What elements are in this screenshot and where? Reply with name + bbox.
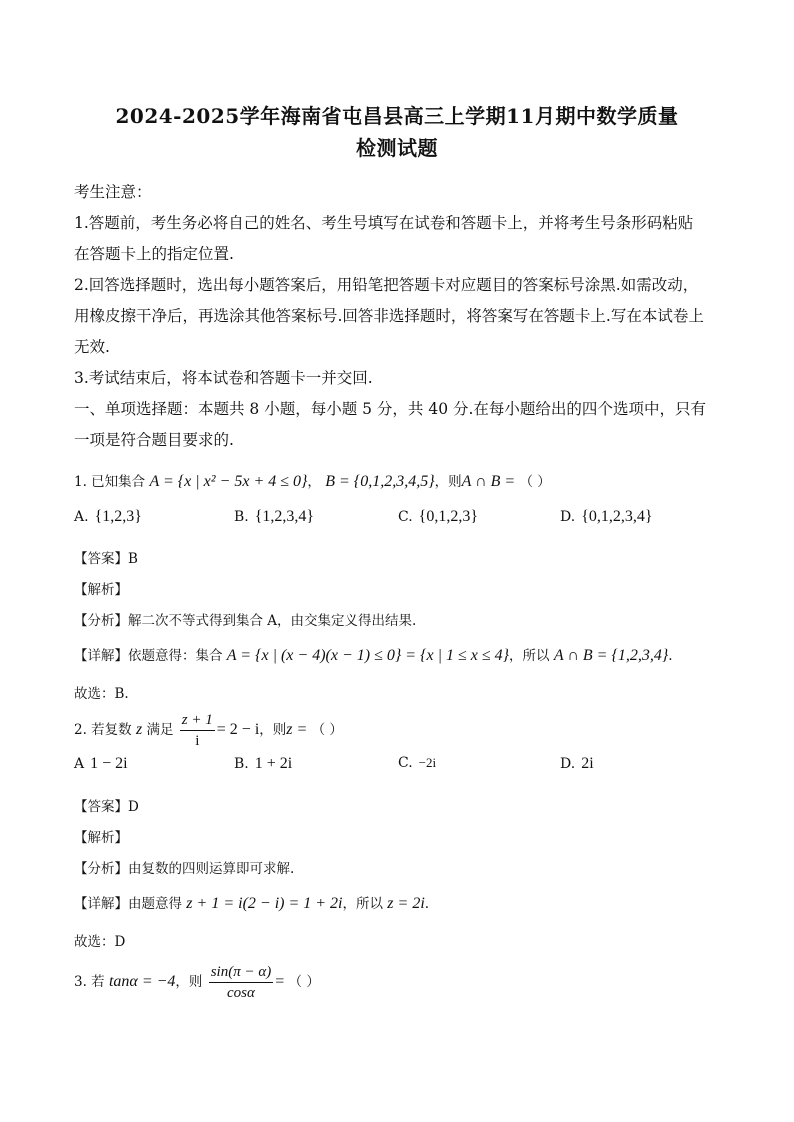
q2-choose: 故选：D xyxy=(74,934,126,950)
q2-fraction-denominator: i xyxy=(195,733,200,749)
q1-detail-math1: A = {x | (x − 4)(x − 1) ≤ 0} = {x | 1 ≤ x ≤ 4} xyxy=(226,647,510,664)
q1-option-b-value: {1,2,3,4} xyxy=(254,508,315,525)
q3-then: ，则 xyxy=(175,974,203,990)
q2-option-a xyxy=(74,755,128,773)
q2-detail xyxy=(74,892,429,913)
q1-jiexi: 【解析】 xyxy=(74,582,128,598)
q3-condition: tanα = −4 xyxy=(108,973,176,990)
exam-title-line1: 2024-2025学年海南省屯昌县高三上学期11月期中数学质量 xyxy=(115,104,679,128)
q2-then: ，则 xyxy=(259,722,287,738)
q3-blank: （ ） xyxy=(288,974,320,990)
q2-option-d-value: 2i xyxy=(581,755,594,772)
q3-prefix: 3. 若 xyxy=(74,974,105,990)
q2-option-c xyxy=(398,755,436,771)
q1-option-b-label: B. xyxy=(234,509,249,525)
q2-detail-mid: ，所以 xyxy=(342,896,383,912)
q1-separator: ， xyxy=(307,474,321,490)
notice-item2-line1: 2.回答选择题时，选出每小题答案后，用铅笔把答题卡对应题目的答案标号涂黑.如需改动， xyxy=(74,276,699,294)
q2-jiexi: 【解析】 xyxy=(74,830,128,846)
q2-option-c-label: C. xyxy=(398,755,413,771)
q1-prefix: 1. 已知集合 xyxy=(74,474,146,490)
q2-answer: 【答案】D xyxy=(74,799,139,815)
q1-option-c xyxy=(398,508,478,526)
q1-option-c-label: C. xyxy=(398,509,413,525)
q2-blank: （ ） xyxy=(311,722,343,738)
q1-choose: 故选：B. xyxy=(74,686,129,702)
q1-then: ，则 xyxy=(434,474,462,490)
q2-option-b-label: B. xyxy=(234,756,249,772)
q1-detail-mid: ，所以 xyxy=(509,648,550,664)
q2-analysis: 【分析】由复数的四则运算即可求解. xyxy=(74,861,295,877)
q2-ask: z = xyxy=(286,721,308,738)
q2-detail-math2: z = 2i xyxy=(387,895,425,912)
q2-satisfy: 满足 xyxy=(146,722,174,738)
q1-ask: A ∩ B = xyxy=(461,473,516,490)
section1-instruction-line1: 一、单项选择题：本题共 8 小题，每小题 5 分，共 40 分.在每小题给出的四个选项中，只有 xyxy=(74,400,706,418)
q3-fraction xyxy=(209,962,274,1003)
q2-detail-end: . xyxy=(424,896,430,912)
q1-option-c-value: {0,1,2,3} xyxy=(418,508,479,525)
q2-option-b-value: 1 + 2i xyxy=(254,755,293,772)
q2-option-d xyxy=(560,755,594,773)
notice-item2-line2: 用橡皮擦干净后，再选涂其他答案标号.回答非选择题时，将答案写在答题卡上.写在本试卷上 xyxy=(74,307,704,325)
exam-title-line2: 检测试题 xyxy=(356,136,438,160)
q3-equals: = xyxy=(275,973,285,990)
q2-prefix: 2. 若复数 xyxy=(74,722,132,738)
q2-option-a-value: 1 − 2i xyxy=(90,755,128,772)
q2-option-c-value: −2i xyxy=(418,755,437,770)
q2-option-a-label: A xyxy=(74,756,85,772)
q1-option-d xyxy=(560,508,653,526)
q1-detail-math2: A ∩ B = {1,2,3,4} xyxy=(553,647,669,664)
q1-detail-end: . xyxy=(668,648,673,664)
q2-option-b xyxy=(234,755,292,773)
q2-rhs: = 2 − i xyxy=(216,721,260,738)
q3-fraction-numerator: sin(π − α) xyxy=(209,962,274,983)
notice-item1-line2: 在答题卡上的指定位置. xyxy=(74,245,234,263)
q2-detail-math1: z + 1 = i(2 − i) = 1 + 2i xyxy=(186,895,343,912)
q1-stem xyxy=(74,470,551,491)
q1-set-a: A = {x | x² − 5x + 4 ≤ 0} xyxy=(149,473,308,490)
q1-detail xyxy=(74,644,673,665)
q1-option-d-label: D. xyxy=(560,509,576,525)
q2-detail-prefix: 【详解】由题意得 xyxy=(74,896,182,912)
q1-answer: 【答案】B xyxy=(74,551,138,567)
notice-item3: 3.考试结束后，将本试卷和答题卡一并交回. xyxy=(74,369,373,387)
q2-variable: z xyxy=(135,721,143,738)
q1-detail-prefix: 【详解】依题意得：集合 xyxy=(74,648,223,664)
notice-item1-line1: 1.答题前，考生务必将自己的姓名、考生号填写在试卷和答题卡上，并将考生号条形码粘贴 xyxy=(74,214,694,232)
q1-option-b xyxy=(234,508,314,526)
q2-option-d-label: D. xyxy=(560,756,576,772)
q1-set-b: B = {0,1,2,3,4,5} xyxy=(325,473,435,490)
q1-analysis: 【分析】解二次不等式得到集合 A，由交集定义得出结果. xyxy=(74,613,417,629)
q1-option-a-value: {1,2,3} xyxy=(94,508,142,525)
q1-option-a-label: A. xyxy=(74,509,89,525)
q3-fraction-denominator: cosα xyxy=(227,985,255,1001)
notice-heading: 考生注意： xyxy=(74,183,152,201)
q1-blank: （ ） xyxy=(519,474,551,490)
q2-fraction-numerator: z + 1 xyxy=(180,710,215,731)
q1-option-d-value: {0,1,2,3,4} xyxy=(581,508,653,525)
q2-stem xyxy=(74,710,343,751)
section1-instruction-line2: 一项是符合题目要求的. xyxy=(74,431,234,449)
notice-item2-line3: 无效. xyxy=(74,338,110,356)
q3-stem xyxy=(74,962,320,1003)
q1-option-a xyxy=(74,508,142,526)
q2-fraction xyxy=(180,710,215,751)
